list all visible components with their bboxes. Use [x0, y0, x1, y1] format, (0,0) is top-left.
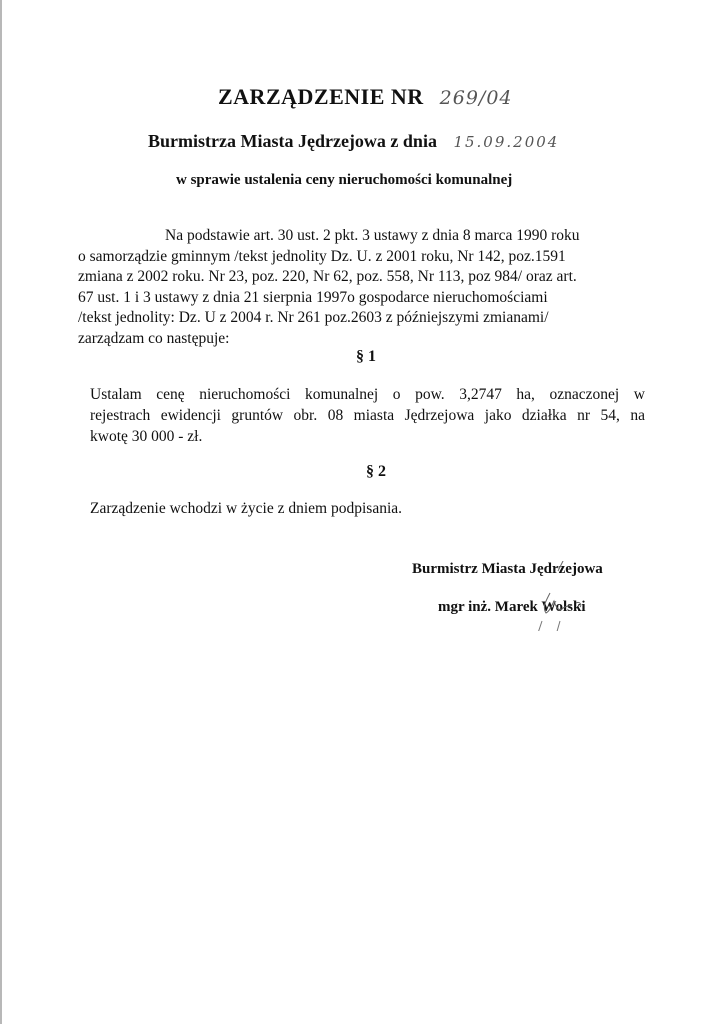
signature-block [412, 561, 652, 631]
basis-line: o samorządzie gminnym /tekst jednolity Dz. U. z 2001 roku, Nr 142, poz.1591 [78, 247, 566, 265]
signature-role: Burmistrz Miasta Jędrzejowa [412, 561, 603, 577]
section-2-heading: § 2 [366, 463, 386, 480]
section-1-line: Ustalam cenę nieruchomości komunalnej o pow. 3,2747 ha, oznaczonej w [90, 386, 645, 403]
section-1-line: rejestrach ewidencji gruntów obr. 08 miasta Jędrzejowa jako działka nr 54, na [90, 407, 645, 424]
handwritten-date: 15.09.2004 [453, 133, 560, 151]
section-1-heading: § 1 [356, 348, 376, 365]
basis-line: /tekst jednolity: Dz. U z 2004 r. Nr 261 poz.2603 z późniejszymi zmianami/ [78, 309, 549, 326]
handwritten-order-number: 269/04 [439, 87, 513, 109]
document-subject: w sprawie ustalenia ceny nieruchomości komunalnej [176, 172, 513, 188]
section-1-paragraph [90, 384, 645, 447]
basis-line: 67 ust. 1 i 3 ustawy z dnia 21 sierpnia 1997o gospodarce nieruchomościami [78, 288, 548, 306]
basis-line: Na podstawie art. 30 ust. 2 pkt. 3 ustawy z dnia 8 marca 1990 roku [165, 227, 580, 244]
signature-name: mgr inż. Marek Wolski [438, 599, 586, 615]
basis-line: zarządzam co następuje: [78, 329, 230, 347]
scan-edge [0, 0, 2, 1024]
section-2-paragraph: Zarządzenie wchodzi w życie z dniem podpisania. [90, 500, 403, 517]
document-issuer [148, 131, 559, 152]
issuer-label: Burmistrza Miasta Jędrzejowa z dnia [148, 131, 437, 151]
title-label: ZARZĄDZENIE NR [218, 84, 424, 109]
section-1-line: kwotę 30 000 - zł. [90, 428, 203, 445]
basis-line: zmiana z 2002 roku. Nr 23, poz. 220, Nr 62, poz. 558, Nr 113, poz 984/ oraz art. [78, 268, 577, 285]
document-title [218, 84, 513, 110]
legal-basis-paragraph [78, 226, 648, 349]
